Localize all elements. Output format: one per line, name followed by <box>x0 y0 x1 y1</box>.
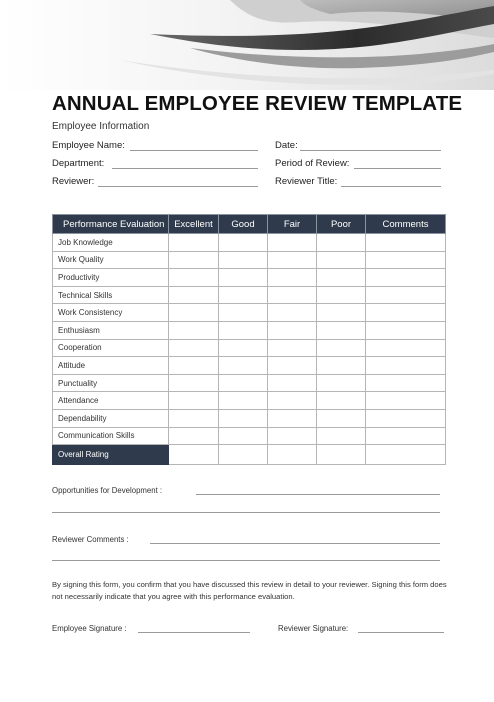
fair-cell[interactable] <box>268 339 317 357</box>
good-cell[interactable] <box>219 234 268 252</box>
table-row <box>53 374 446 392</box>
comments-cell[interactable] <box>366 392 446 410</box>
reviewer-comments-field-line-2[interactable] <box>52 560 440 561</box>
criterion-label: Dependability <box>53 409 169 427</box>
overall-excellent-cell[interactable] <box>169 445 219 465</box>
excellent-cell[interactable] <box>169 304 219 322</box>
excellent-cell[interactable] <box>169 409 219 427</box>
fair-cell[interactable] <box>268 304 317 322</box>
criterion-label: Technical Skills <box>53 286 169 304</box>
fair-cell[interactable] <box>268 374 317 392</box>
comments-cell[interactable] <box>366 251 446 269</box>
table-row <box>53 409 446 427</box>
employee-signature-field[interactable] <box>138 632 250 633</box>
excellent-cell[interactable] <box>169 251 219 269</box>
overall-fair-cell[interactable] <box>268 445 317 465</box>
excellent-cell[interactable] <box>169 374 219 392</box>
good-cell[interactable] <box>219 392 268 410</box>
comments-cell[interactable] <box>366 339 446 357</box>
excellent-cell[interactable] <box>169 321 219 339</box>
fair-cell[interactable] <box>268 251 317 269</box>
poor-cell[interactable] <box>317 234 366 252</box>
department-label: Department: <box>52 158 105 169</box>
comments-cell[interactable] <box>366 269 446 287</box>
document-title: ANNUAL EMPLOYEE REVIEW TEMPLATE <box>52 92 463 115</box>
opportunities-field[interactable] <box>196 494 440 495</box>
criterion-label: Communication Skills <box>53 427 169 445</box>
employee-name-label: Employee Name: <box>52 140 125 151</box>
comments-cell[interactable] <box>366 234 446 252</box>
date-field[interactable] <box>300 150 441 151</box>
performance-evaluation-table <box>52 214 446 465</box>
criterion-label: Productivity <box>53 269 169 287</box>
table-row <box>53 427 446 445</box>
poor-cell[interactable] <box>317 251 366 269</box>
fair-cell[interactable] <box>268 409 317 427</box>
reviewer-signature-label: Reviewer Signature: <box>278 624 349 633</box>
excellent-cell[interactable] <box>169 286 219 304</box>
table-row <box>53 251 446 269</box>
excellent-cell[interactable] <box>169 269 219 287</box>
date-label: Date: <box>275 140 298 151</box>
table-row <box>53 269 446 287</box>
header-poor: Poor <box>317 215 366 234</box>
fair-cell[interactable] <box>268 269 317 287</box>
good-cell[interactable] <box>219 357 268 375</box>
comments-cell[interactable] <box>366 409 446 427</box>
criterion-label: Punctuality <box>53 374 169 392</box>
header-good: Good <box>219 215 268 234</box>
criterion-label: Attendance <box>53 392 169 410</box>
good-cell[interactable] <box>219 374 268 392</box>
period-of-review-label: Period of Review: <box>275 158 350 169</box>
criterion-label: Enthusiasm <box>53 321 169 339</box>
poor-cell[interactable] <box>317 392 366 410</box>
comments-cell[interactable] <box>366 321 446 339</box>
good-cell[interactable] <box>219 339 268 357</box>
poor-cell[interactable] <box>317 304 366 322</box>
good-cell[interactable] <box>219 269 268 287</box>
reviewer-comments-label: Reviewer Comments : <box>52 535 129 544</box>
excellent-cell[interactable] <box>169 339 219 357</box>
poor-cell[interactable] <box>317 269 366 287</box>
department-field[interactable] <box>112 168 258 169</box>
criterion-label: Work Quality <box>53 251 169 269</box>
header-excellent: Excellent <box>169 215 219 234</box>
good-cell[interactable] <box>219 286 268 304</box>
fair-cell[interactable] <box>268 357 317 375</box>
comments-cell[interactable] <box>366 374 446 392</box>
overall-comments-cell[interactable] <box>366 445 446 465</box>
good-cell[interactable] <box>219 321 268 339</box>
reviewer-label: Reviewer: <box>52 176 95 187</box>
reviewer-signature-field[interactable] <box>358 632 444 633</box>
table-row <box>53 286 446 304</box>
poor-cell[interactable] <box>317 374 366 392</box>
table-row <box>53 234 446 252</box>
poor-cell[interactable] <box>317 321 366 339</box>
employee-information-heading: Employee Information <box>52 121 150 132</box>
fair-cell[interactable] <box>268 392 317 410</box>
table-header-row <box>53 215 446 234</box>
poor-cell[interactable] <box>317 409 366 427</box>
poor-cell[interactable] <box>317 357 366 375</box>
table-row <box>53 339 446 357</box>
overall-poor-cell[interactable] <box>317 445 366 465</box>
reviewer-field[interactable] <box>98 186 258 187</box>
excellent-cell[interactable] <box>169 234 219 252</box>
fair-cell[interactable] <box>268 234 317 252</box>
period-of-review-field[interactable] <box>354 168 441 169</box>
overall-good-cell[interactable] <box>219 445 268 465</box>
criterion-label: Work Consistency <box>53 304 169 322</box>
good-cell[interactable] <box>219 427 268 445</box>
employee-signature-label: Employee Signature : <box>52 624 127 633</box>
fair-cell[interactable] <box>268 427 317 445</box>
fair-cell[interactable] <box>268 286 317 304</box>
good-cell[interactable] <box>219 251 268 269</box>
comments-cell[interactable] <box>366 357 446 375</box>
poor-cell[interactable] <box>317 427 366 445</box>
reviewer-title-field[interactable] <box>341 186 441 187</box>
excellent-cell[interactable] <box>169 427 219 445</box>
reviewer-title-label: Reviewer Title: <box>275 176 338 187</box>
header-swoosh-graphic <box>0 0 494 90</box>
criterion-label: Job Knowledge <box>53 234 169 252</box>
overall-rating-label: Overall Rating <box>53 445 169 465</box>
reviewer-comments-field[interactable] <box>150 543 440 544</box>
table-row <box>53 357 446 375</box>
table-row <box>53 304 446 322</box>
comments-cell[interactable] <box>366 286 446 304</box>
header-fair: Fair <box>268 215 317 234</box>
poor-cell[interactable] <box>317 339 366 357</box>
comments-cell[interactable] <box>366 427 446 445</box>
criterion-label: Cooperation <box>53 339 169 357</box>
fair-cell[interactable] <box>268 321 317 339</box>
poor-cell[interactable] <box>317 286 366 304</box>
overall-rating-row <box>53 445 446 465</box>
signature-disclaimer: By signing this form, you confirm that you have discussed this review in detail to your reviewer. Signing this form does not necessarily indicate that you agree with this performance evaluation. <box>52 580 447 601</box>
table-row <box>53 321 446 339</box>
good-cell[interactable] <box>219 409 268 427</box>
header-performance-evaluation: Performance Evaluation <box>53 215 169 234</box>
employee-name-field[interactable] <box>130 150 258 151</box>
table-row <box>53 392 446 410</box>
comments-cell[interactable] <box>366 304 446 322</box>
opportunities-field-line-2[interactable] <box>52 512 440 513</box>
opportunities-label: Opportunities for Development : <box>52 486 163 495</box>
excellent-cell[interactable] <box>169 392 219 410</box>
header-comments: Comments <box>366 215 446 234</box>
good-cell[interactable] <box>219 304 268 322</box>
criterion-label: Attitude <box>53 357 169 375</box>
excellent-cell[interactable] <box>169 357 219 375</box>
